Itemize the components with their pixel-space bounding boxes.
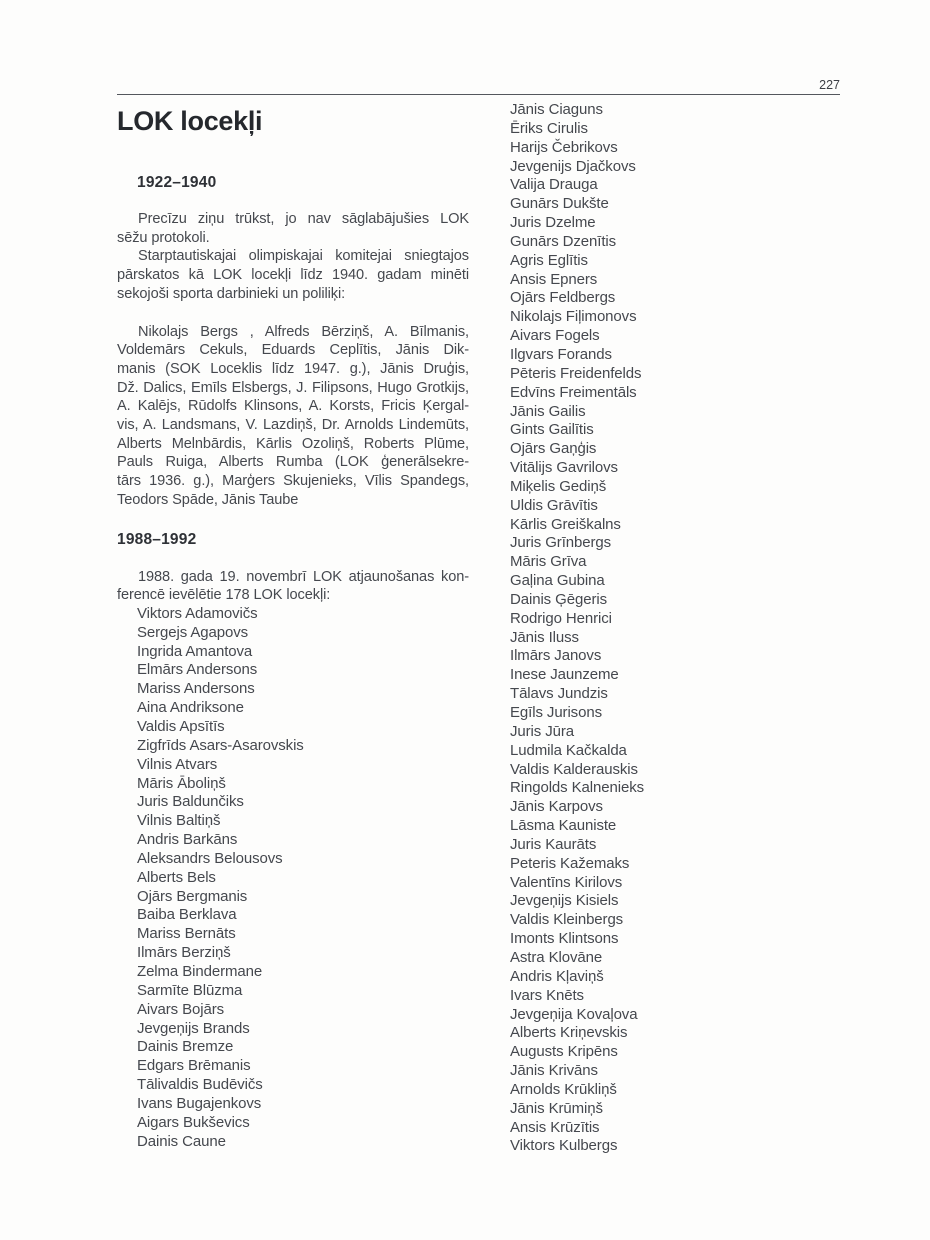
member-name: Ludmila Kačkalda xyxy=(510,741,627,759)
member-name: Ēriks Cirulis xyxy=(510,119,588,137)
member-name: Valija Drauga xyxy=(510,176,598,194)
member-name: Ivars Knēts xyxy=(510,986,584,1004)
member-name: Aina Andriksone xyxy=(137,699,244,717)
member-name: Jevgeņija Kovaļova xyxy=(510,1005,638,1023)
paragraph-1988-intro xyxy=(117,568,469,605)
member-name: Jānis Krūmiņš xyxy=(510,1099,603,1117)
member-name: Ivans Bugajenkovs xyxy=(137,1094,262,1112)
member-name: Ingrida Amantova xyxy=(137,642,253,660)
member-name: Viktors Adamovičs xyxy=(137,604,258,622)
member-name: Ojārs Gaņģis xyxy=(510,440,597,458)
member-name: Juris Dzelme xyxy=(510,214,596,232)
member-name: Edgars Brēmanis xyxy=(137,1057,251,1075)
paragraph-missing-protocols xyxy=(117,210,469,247)
member-name: Sarmīte Blūzma xyxy=(137,981,243,999)
member-name: Jānis Gailis xyxy=(510,402,586,420)
member-name: Alberts Bels xyxy=(137,868,216,886)
member-name: Dainis Ģēgeris xyxy=(510,590,607,608)
text-line: pārskatos kā LOK locekļi līdz 1940. gadam minēti xyxy=(117,267,469,284)
text-line: manis (SOK Loceklis līdz 1947. g.), Jānis Druģis, xyxy=(117,360,469,377)
header-rule xyxy=(117,94,840,95)
member-name: Jānis Karpovs xyxy=(510,798,603,816)
member-name: Gints Gailītis xyxy=(510,421,594,439)
member-name: Juris Kaurāts xyxy=(510,835,597,853)
member-name: Astra Klovāne xyxy=(510,948,603,966)
text-line: Teodors Spāde, Jānis Taube xyxy=(117,491,299,508)
member-name: Nikolajs Fiļimonovs xyxy=(510,308,637,326)
text-line: Starptautiskajai olimpiskajai komitejai sniegtajos xyxy=(138,248,469,265)
member-name: Jānis Ciaguns xyxy=(510,101,603,118)
text-line: Pauls Ruiga, Alberts Rumba (LOK ģenerālsekre- xyxy=(117,454,469,471)
member-name: Vilnis Atvars xyxy=(137,755,218,773)
member-name: Jevgeņijs Kisiels xyxy=(510,892,619,910)
text-line: Alberts Melnbārdis, Kārlis Ozoliņš, Roberts Plūme, xyxy=(117,435,469,452)
member-name: Gaļina Gubina xyxy=(510,572,605,590)
member-name: Arnolds Krūkliņš xyxy=(510,1080,617,1098)
member-name: Viktors Kulbergs xyxy=(510,1137,618,1155)
text-line: Precīzu ziņu trūkst, jo nav sāglabājušies LOK xyxy=(138,211,469,227)
text-line: tārs 1936. g.), Marģers Skujenieks, Vīlis Spandegs, xyxy=(117,473,469,490)
member-name: Ojārs Bergmanis xyxy=(137,887,248,905)
member-name: Gunārs Dukšte xyxy=(510,195,609,213)
member-name: Imonts Klintsons xyxy=(510,930,619,948)
member-name: Valdis Kleinbergs xyxy=(510,911,624,929)
text-line: sekojoši sporta darbinieki un poliliķi: xyxy=(117,285,346,302)
member-name: Inese Jaunzeme xyxy=(510,666,619,684)
member-name: Jevgeņijs Brands xyxy=(137,1019,250,1037)
member-name: Harijs Čebrikovs xyxy=(510,138,618,156)
member-list-right xyxy=(510,101,850,1156)
text-line: Voldemārs Cekuls, Eduards Ceplītis, Jānis Dik- xyxy=(117,342,469,359)
member-name: Aivars Fogels xyxy=(510,327,600,345)
member-name: Ansis Krūzītis xyxy=(510,1118,600,1136)
member-name: Juris Jūra xyxy=(510,722,575,740)
member-name: Juris Grīnbergs xyxy=(510,534,612,552)
member-name: Elmārs Andersons xyxy=(137,661,258,679)
member-name: Alberts Kriņevskis xyxy=(510,1024,628,1042)
member-name: Aigars Bukševics xyxy=(137,1113,250,1131)
member-name: Dainis Caune xyxy=(137,1132,226,1150)
member-name: Edvīns Freimentāls xyxy=(510,383,637,401)
member-name: Aleksandrs Belousovs xyxy=(137,849,283,867)
member-name: Andris Kļaviņš xyxy=(510,967,604,985)
member-name: Tālivaldis Budēvičs xyxy=(137,1076,263,1094)
member-name: Egīls Jurisons xyxy=(510,704,602,721)
page-number: 227 xyxy=(819,78,840,92)
member-name: Zigfrīds Asars-Asarovskis xyxy=(137,736,304,754)
member-name: Vitālijs Gavrilovs xyxy=(510,459,618,477)
member-name: Sergejs Agapovs xyxy=(137,623,249,641)
member-name: Uldis Grāvītis xyxy=(510,496,598,514)
member-name: Ojārs Feldbergs xyxy=(510,289,616,307)
member-name: Ansis Epners xyxy=(510,270,598,288)
page-title: LOK locekļi xyxy=(117,106,263,136)
member-name: Agris Eglītis xyxy=(510,251,588,269)
member-name: Jevgenijs Djačkovs xyxy=(510,157,636,175)
member-name: Ilmārs Berziņš xyxy=(137,944,231,962)
text-line: Dž. Dalics, Emīls Elsbergs, J. Filipsons, Hugo Grotkijs, xyxy=(117,379,469,396)
member-name: Andris Barkāns xyxy=(137,831,238,849)
member-name: Vilnis Baltiņš xyxy=(137,812,221,830)
member-list-left xyxy=(117,605,469,1151)
member-name: Augusts Kripēns xyxy=(510,1043,618,1061)
member-name: Mariss Andersons xyxy=(137,680,255,698)
member-name: Valdis Kalderauskis xyxy=(510,760,638,778)
text-line: Nikolajs Bergs , Alfreds Bērziņš, A. Bīlmanis, xyxy=(138,323,469,340)
member-name: Māris Āboliņš xyxy=(137,774,226,792)
section-heading-1988-1992: 1988–1992 xyxy=(117,530,197,548)
text-line: vis, A. Landsmans, V. Lazdiņš, Dr. Arnolds Lindemūts, xyxy=(117,417,469,434)
text-line: 1988. gada 19. novembrī LOK atjaunošanas kon- xyxy=(138,568,469,585)
member-name: Dainis Bremze xyxy=(137,1038,234,1056)
member-name: Ilgvars Forands xyxy=(510,345,612,363)
member-name: Tālavs Jundzis xyxy=(510,685,608,703)
section-heading-1922-1940: 1922–1940 xyxy=(137,174,217,191)
paragraph-members-1922 xyxy=(117,323,469,510)
member-name: Valentīns Kirilovs xyxy=(510,873,623,891)
text-line: sēžu protokoli. xyxy=(117,229,210,246)
right-column xyxy=(510,101,850,1156)
member-name: Baiba Berklava xyxy=(137,906,237,924)
member-name: Ilmārs Janovs xyxy=(510,647,602,665)
member-name: Juris Baldunčiks xyxy=(137,793,244,811)
member-name: Mariss Bernāts xyxy=(137,925,236,943)
member-name: Aivars Bojārs xyxy=(137,1000,225,1018)
paragraph-ioc-reports xyxy=(117,247,469,303)
member-name: Pēteris Freidenfelds xyxy=(510,364,642,382)
member-name: Rodrigo Henrici xyxy=(510,609,612,627)
member-name: Miķelis Gediņš xyxy=(510,477,607,495)
member-name: Kārlis Greiškalns xyxy=(510,515,621,533)
member-name: Zelma Bindermane xyxy=(137,962,263,980)
member-name: Gunārs Dzenītis xyxy=(510,232,617,250)
text-line: ferencē ievēlētie 178 LOK locekļi: xyxy=(117,587,331,604)
text-line: A. Kalējs, Rūdolfs Klinsons, A. Korsts, Fricis Ķergal- xyxy=(117,398,469,415)
member-name: Peteris Kažemaks xyxy=(510,854,630,872)
member-name: Māris Grīva xyxy=(510,553,587,571)
member-name: Valdis Apsītīs xyxy=(137,718,225,736)
member-name: Lāsma Kauniste xyxy=(510,817,617,835)
left-column xyxy=(117,96,469,1151)
member-name: Jānis Iluss xyxy=(510,628,579,646)
member-name: Ringolds Kalnenieks xyxy=(510,779,645,797)
member-name: Jānis Krivāns xyxy=(510,1062,598,1080)
